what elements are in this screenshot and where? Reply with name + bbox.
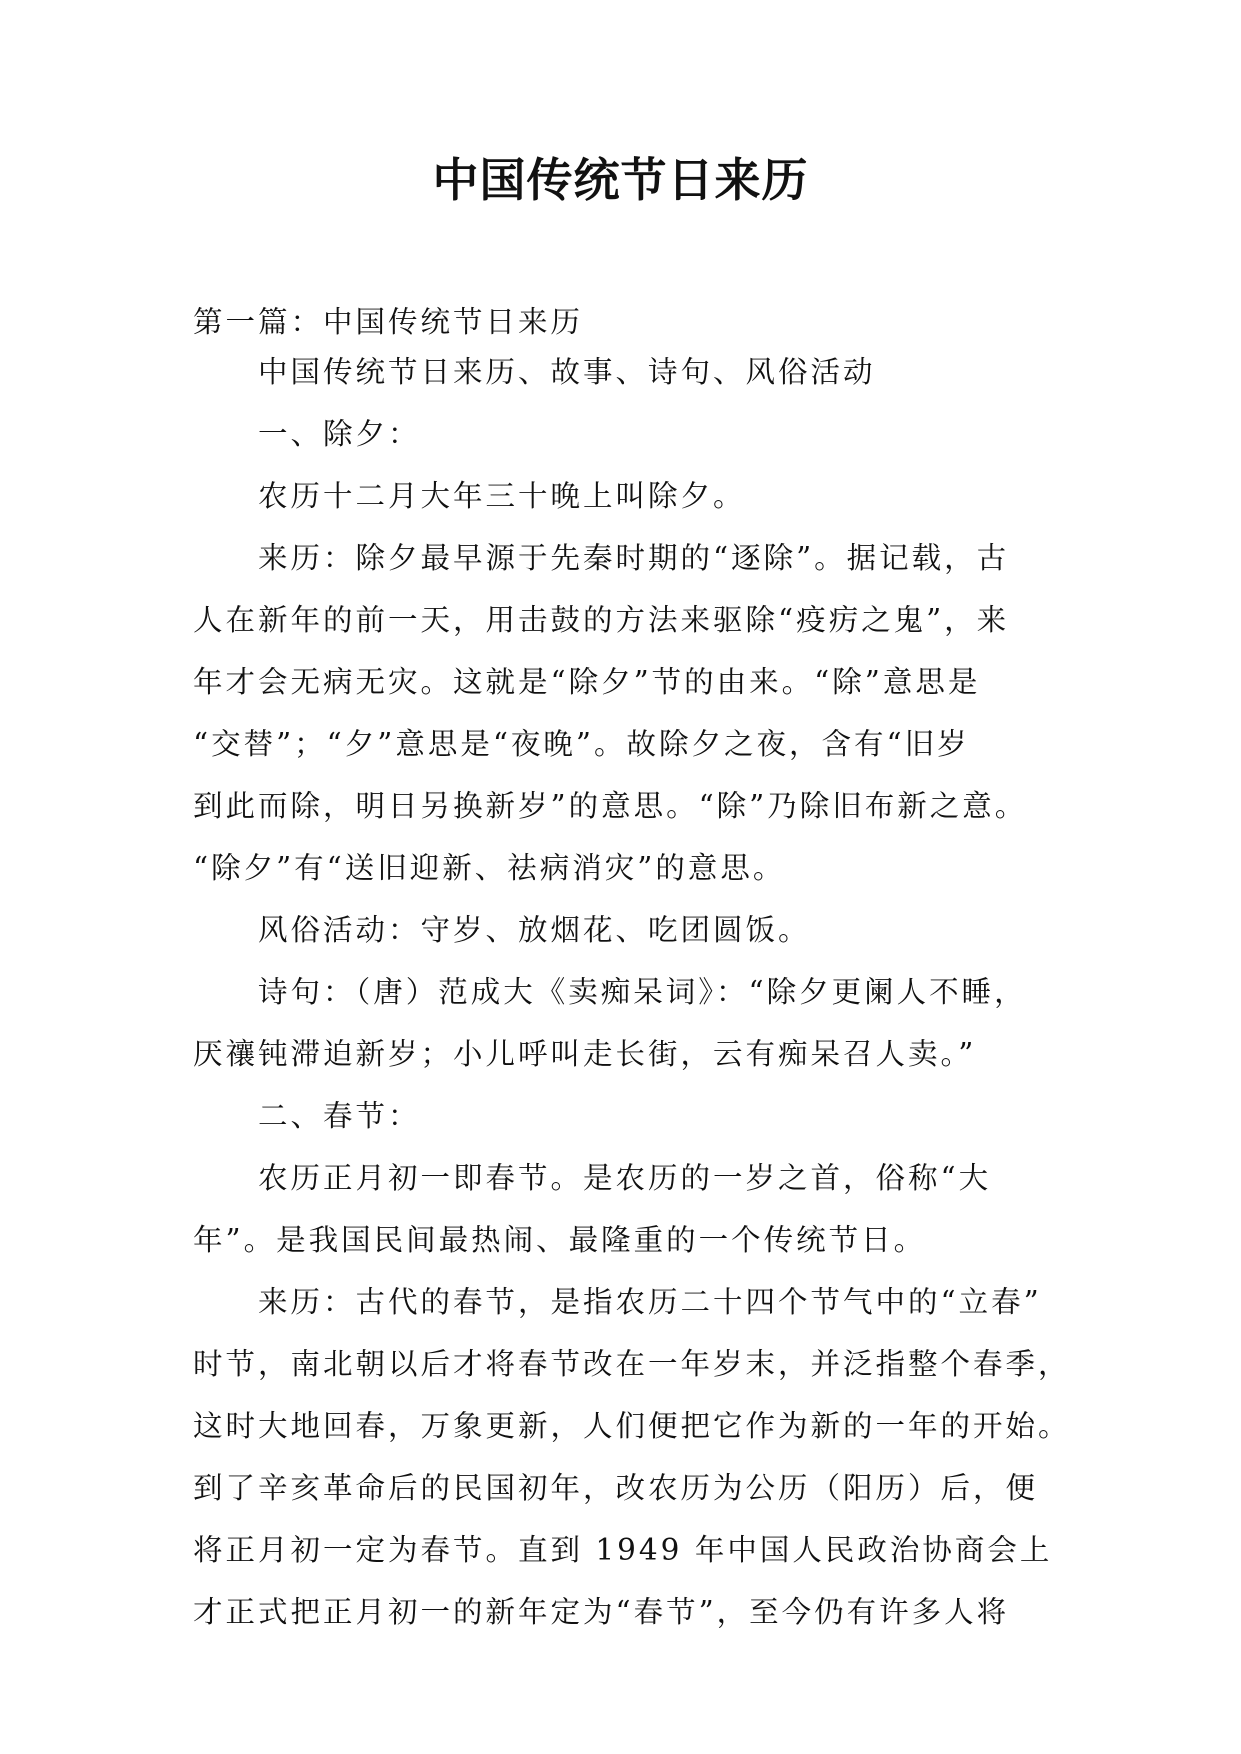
paragraph-line: 年”。是我国民间最热闹、最隆重的一个传统节日。 — [193, 1223, 927, 1257]
paragraph-line: 农历十二月大年三十晚上叫除夕。 — [258, 479, 746, 513]
paragraph-line: 到此而除，明日另换新岁”的意思。“除”乃除旧布新之意。 — [193, 789, 1028, 823]
subsection-heading: 二、春节： — [258, 1099, 421, 1133]
paragraph-line: 来历：古代的春节，是指农历二十四个节气中的“立春” — [258, 1285, 1042, 1319]
paragraph-line: “交替”；“夕”意思是“夜晚”。故除夕之夜，含有“旧岁 — [193, 727, 970, 761]
paragraph-line: 这时大地回春，万象更新，人们便把它作为新的一年的开始。 — [193, 1409, 1071, 1443]
paragraph-line: 才正式把正月初一的新年定为“春节”，至今仍有许多人将 — [193, 1595, 1010, 1629]
paragraph-line: “除夕”有“送旧迎新、祛病消灾”的意思。 — [193, 851, 786, 885]
paragraph-line: 年才会无病无灾。这就是“除夕”节的由来。“除”意思是 — [193, 665, 981, 699]
paragraph-line: 厌禳钝滞迫新岁；小儿呼叫走长街，云有痴呆召人卖。” — [193, 1037, 977, 1071]
section-heading: 第一篇：中国传统节日来历 — [193, 305, 584, 339]
paragraph-line: 将正月初一定为春节。直到 1949 年中国人民政治协商会上 — [193, 1533, 1053, 1567]
paragraph-line: 人在新年的前一天，用击鼓的方法来驱除“疫疠之鬼”，来 — [193, 603, 1010, 637]
paragraph-line: 到了辛亥革命后的民国初年，改农历为公历（阳历）后，便 — [193, 1471, 1039, 1505]
document-title: 中国传统节日来历 — [432, 153, 809, 207]
paragraph-line: 时节，南北朝以后才将春节改在一年岁末，并泛指整个春季， — [193, 1347, 1071, 1381]
paragraph-line: 风俗活动：守岁、放烟花、吃团圆饭。 — [258, 913, 811, 947]
paragraph-line: 来历：除夕最早源于先秦时期的“逐除”。据记载，古 — [258, 541, 1010, 575]
subsection-heading: 一、除夕： — [258, 417, 421, 451]
paragraph-line: 中国传统节日来历、故事、诗句、风俗活动 — [258, 355, 876, 389]
paragraph-line: 农历正月初一即春节。是农历的一岁之首，俗称“大 — [258, 1161, 992, 1195]
paragraph-line: 诗句：（唐）范成大《卖痴呆词》：“除夕更阑人不睡， — [258, 975, 1027, 1009]
